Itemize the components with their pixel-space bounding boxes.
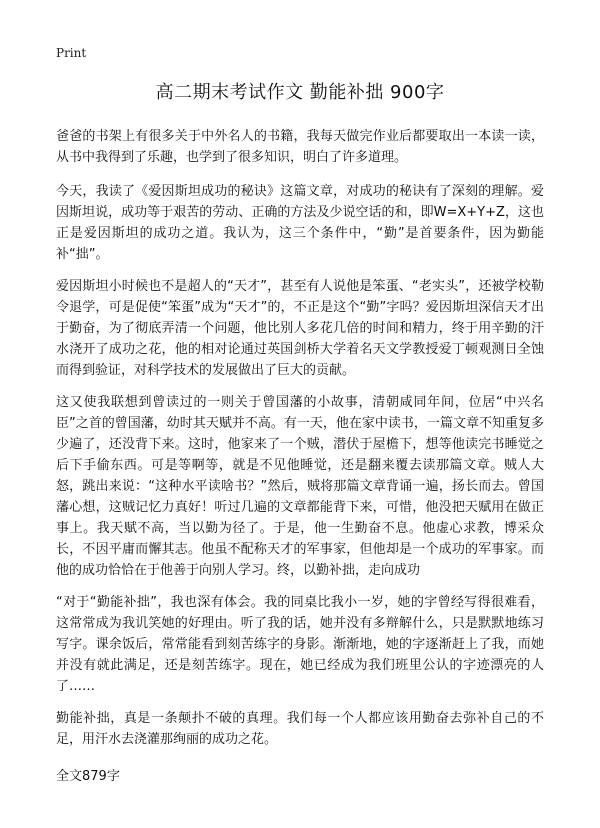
word-count: 全文879字 (56, 769, 120, 784)
paragraph-5: “对于“勤能补拙”，我也深有体会。我的同桌比我小一岁，她的字曾经写得很难看，这常常成为我讥笑她的好理由。听了我的话，她并没有多辩解什么，只是默默地练习写字。课余饭后，常常能看到刻苦练字的身影。渐渐地，她的字逐渐赶上了我，而她并没有就此满足，还是刻苦练字。现在，她已经成为我们班里公认的字迹漂亮的人了…… (56, 595, 544, 694)
paragraph-1: 爸爸的书架上有很多关于中外名人的书籍，我每天做完作业后都要取出一本读一读，从书中我得到了乐趣，也学到了很多知识，明白了许多道理。 (56, 129, 544, 165)
paragraph-4: 这又使我联想到曾读过的一则关于曾国藩的小故事，清朝咸同年间，位居“中兴名臣”之首的曾国藩，幼时其天赋并不高。有一天，他在家中读书，一篇文章不知重复多少遍了，还没背下来。这时，他家来了一个贼，潜伏于屋檐下，想等他读完书睡觉之后下手偷东西。可是等啊等，就是不见他睡觉，还是翻来覆去读那篇文章。贼人大怒，跳出来说：“这种水平读啥书？”然后，贼将那篇文章背诵一遍，扬长而去。曾国藩心想，这贼记忆力真好！听过几遍的文章都能背下来，可惜，他没把天赋用在做正事上。我天赋不高，当以勤为径了。于是，他一生勤奋不息。他虚心求教，博采众长，不因平庸而懈其志。他虽不配称天才的军事家，但他却是一个成功的军事家。而他的成功恰恰在于他善于向别人学习。终，以勤补拙，走向成功 (56, 395, 544, 578)
paragraph-6: 勤能补拙，真是一条颠扑不破的真理。我们每一个人都应该用勤奋去弥补自己的不足，用汗水去浇灌那绚丽的成功之花。 (56, 711, 544, 747)
paragraph-3: 爱因斯坦小时候也不是超人的“天才”，甚至有人说他是笨蛋、“老实头”，还被学校勒令退学，可是促使“笨蛋”成为“天才”的，不正是这个“勤”字吗？爱因斯坦深信天才出于勤奋，为了彻底弄清一个问题，他比别人多花几倍的时间和精力，终于用辛勤的汗水浇开了成功之花，他的相对论通过英国剑桥大学着名天文学教授爱丁顿观测日全蚀而得到验证，对科学技术的发展做出了巨大的贡献。 (56, 279, 544, 378)
paragraph-2: 今天，我读了《爱因斯坦成功的秘诀》这篇文章，对成功的秘诀有了深刻的理解。爱因斯坦说，成功等于艰苦的劳动、正确的方法及少说空话的和，即W=X+Y+Z，这也正是爱因斯坦的成功之道。我认为，这三个条件中，“勤”是首要条件，因为勤能补“拙”。 (56, 184, 544, 262)
page-title: 高二期末考试作文 勤能补拙 900字 (155, 82, 445, 103)
print-link[interactable]: Print (56, 46, 87, 60)
article-body (56, 126, 544, 750)
